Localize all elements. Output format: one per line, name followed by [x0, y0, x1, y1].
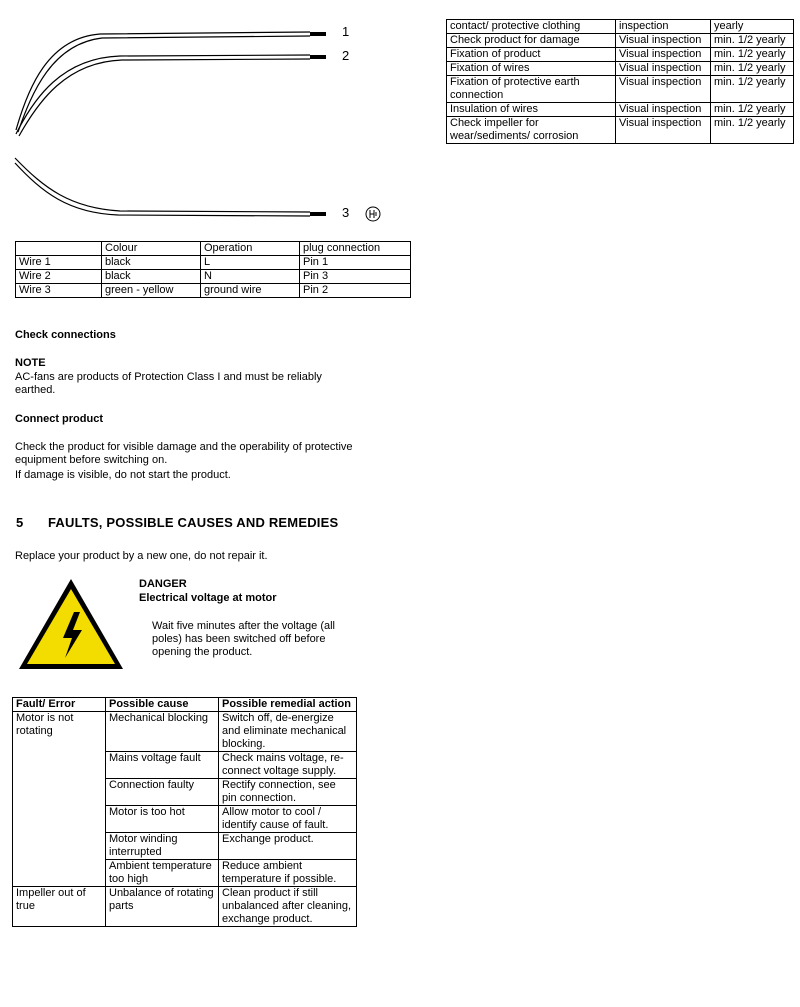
fault-table [12, 697, 357, 927]
table-cell: Reduce ambient temperature if possible. [219, 860, 357, 887]
table-cell: Rectify connection, see pin connection. [219, 779, 357, 806]
table-cell: Ambient temperature too high [106, 860, 219, 887]
wire-label-2: 2 [342, 48, 350, 63]
table-cell: Switch off, de-energize and eliminate mechanical blocking. [219, 712, 357, 752]
table-cell: Exchange product. [219, 833, 357, 860]
table-cell: Motor is too hot [106, 806, 219, 833]
table-cell: green - yellow [102, 284, 201, 298]
table-cell: Motor winding interrupted [106, 833, 219, 860]
table-cell: black [102, 270, 201, 284]
danger-text: Wait five minutes after the voltage (all poles) has been switched off before opening the product. [152, 620, 336, 658]
table-cell: Fixation of product [447, 48, 616, 62]
fault-cell: Impeller out of true [13, 887, 106, 927]
table-cell [16, 242, 102, 256]
table-cell: Mechanical blocking [106, 712, 219, 752]
table-cell: Visual inspection [616, 48, 711, 62]
table-cell: Unbalance of rotating parts [106, 887, 219, 927]
table-cell: Clean product if still unbalanced after cleaning, exchange product. [219, 887, 357, 927]
fault-cell: Motor is not rotating [13, 712, 106, 887]
table-row [13, 698, 357, 712]
table-header: Possible remedial action [219, 698, 357, 712]
table-cell: min. 1/2 yearly [711, 48, 794, 62]
wire-label-1: 1 [342, 24, 350, 39]
table-cell: Mains voltage fault [106, 752, 219, 779]
wire-3-end [310, 212, 326, 216]
section-intro: Replace your product by a new one, do not repair it. [15, 550, 268, 562]
table-row [16, 270, 411, 284]
table-row [447, 48, 794, 62]
table-cell: Wire 3 [16, 284, 102, 298]
check-connections-heading: Check connections [15, 329, 116, 341]
table-cell: min. 1/2 yearly [711, 117, 794, 144]
danger-label: DANGER [139, 578, 187, 590]
table-cell: Check product for damage [447, 34, 616, 48]
note-text: AC-fans are products of Protection Class I and must be reliably earthed. [15, 371, 322, 396]
wire-2-end [310, 55, 326, 59]
table-cell: min. 1/2 yearly [711, 103, 794, 117]
table-cell: Visual inspection [616, 76, 711, 103]
table-cell: Connection faulty [106, 779, 219, 806]
table-row [13, 887, 357, 927]
maintenance-table [446, 19, 794, 144]
table-row [16, 256, 411, 270]
table-cell: Visual inspection [616, 103, 711, 117]
table-row [16, 242, 411, 256]
table-header: Possible cause [106, 698, 219, 712]
table-header: Fault/ Error [13, 698, 106, 712]
table-cell: min. 1/2 yearly [711, 62, 794, 76]
wire-1-end [310, 32, 326, 36]
connect-product-text: Check the product for visible damage and the operability of protective equipment before switching on. [15, 441, 353, 466]
table-cell: Pin 1 [300, 256, 411, 270]
table-cell: Colour [102, 242, 201, 256]
table-cell: Wire 2 [16, 270, 102, 284]
table-cell: Pin 3 [300, 270, 411, 284]
table-cell: N [201, 270, 300, 284]
table-cell: Visual inspection [616, 34, 711, 48]
table-cell: inspection [616, 20, 711, 34]
table-row [447, 76, 794, 103]
ground-symbol-icon [366, 207, 380, 221]
table-cell: Insulation of wires [447, 103, 616, 117]
table-row [447, 103, 794, 117]
table-cell: min. 1/2 yearly [711, 34, 794, 48]
table-cell: min. 1/2 yearly [711, 76, 794, 103]
table-cell: Visual inspection [616, 117, 711, 144]
table-row [13, 712, 357, 752]
table-cell: Check mains voltage, re-connect voltage supply. [219, 752, 357, 779]
section-title: FAULTS, POSSIBLE CAUSES AND REMEDIES [48, 515, 339, 530]
table-cell: contact/ protective clothing [447, 20, 616, 34]
table-cell: black [102, 256, 201, 270]
section-number: 5 [16, 515, 24, 530]
note-label: NOTE [15, 357, 46, 369]
table-row [447, 117, 794, 144]
table-cell: Fixation of protective earth connection [447, 76, 616, 103]
table-row [447, 34, 794, 48]
wire-label-3: 3 [342, 205, 350, 220]
table-cell: ground wire [201, 284, 300, 298]
connect-product-heading: Connect product [15, 413, 103, 425]
wiring-diagram [10, 18, 400, 228]
table-cell: Operation [201, 242, 300, 256]
table-cell: Pin 2 [300, 284, 411, 298]
table-cell: Check impeller for wear/sediments/ corrosion [447, 117, 616, 144]
danger-subtitle: Electrical voltage at motor [139, 592, 277, 604]
table-row [16, 284, 411, 298]
table-cell: plug connection [300, 242, 411, 256]
table-cell: Allow motor to cool / identify cause of fault. [219, 806, 357, 833]
high-voltage-warning-icon [16, 576, 126, 672]
table-cell: Fixation of wires [447, 62, 616, 76]
table-cell: L [201, 256, 300, 270]
table-cell: yearly [711, 20, 794, 34]
table-row [447, 62, 794, 76]
table-row [447, 20, 794, 34]
table-cell: Visual inspection [616, 62, 711, 76]
wire-table [15, 241, 411, 298]
table-cell: Wire 1 [16, 256, 102, 270]
connect-product-warning: If damage is visible, do not start the product. [15, 469, 231, 481]
